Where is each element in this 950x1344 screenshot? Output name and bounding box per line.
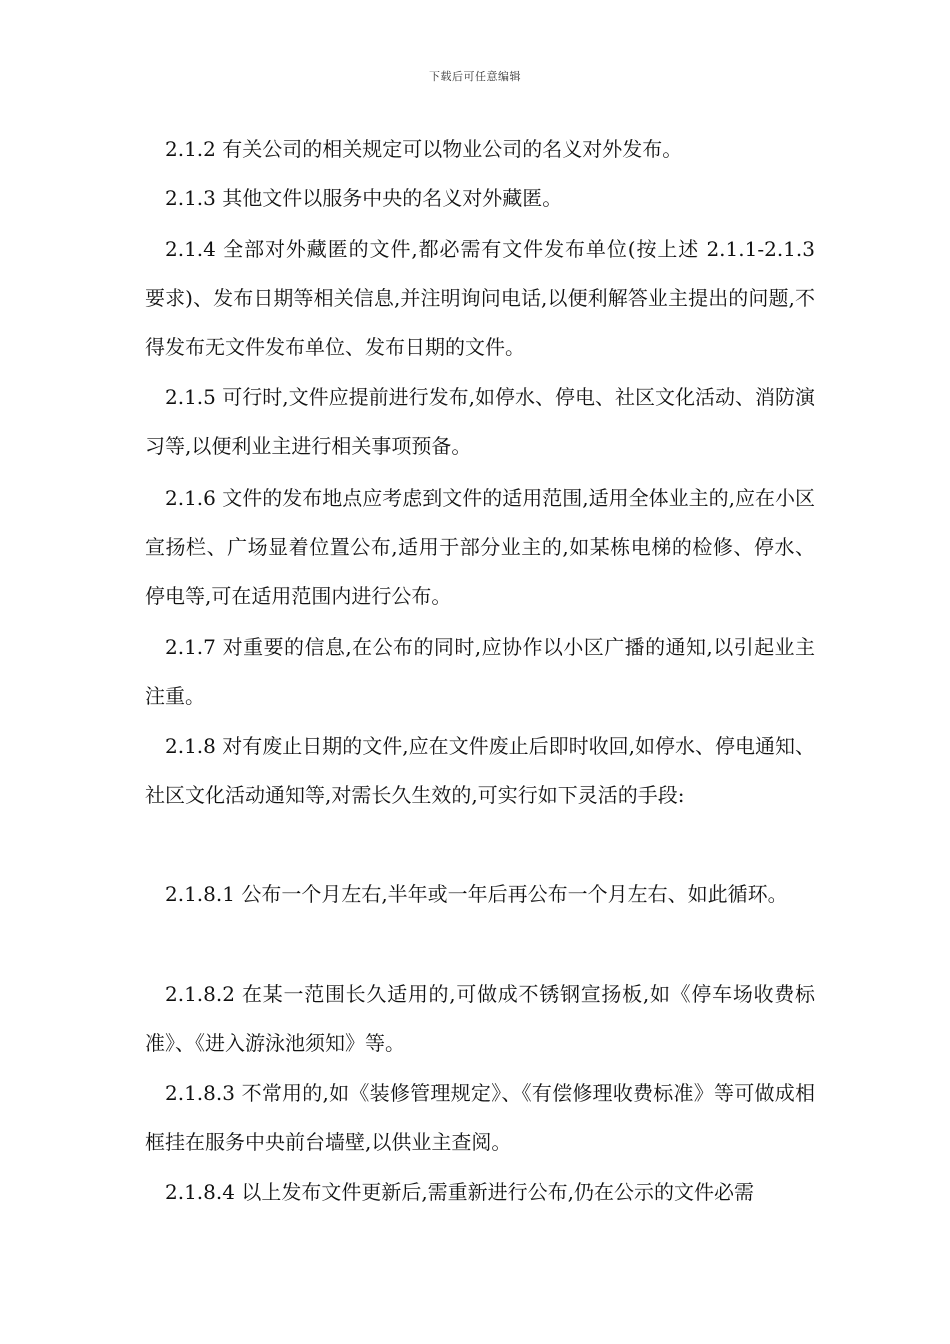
- paragraph-2-1-7: 2.1.7 对重要的信息,在公布的同时,应协作以小区广播的通知,以引起业主注重。: [145, 635, 815, 708]
- paragraph-2-1-6: 2.1.6 文件的发布地点应考虑到文件的适用范围,适用全体业主的,应在小区宣扬栏、广场显着位置公布,适用于部分业主的,如某栋电梯的检修、停水、停电等,可在适用范围内进行公布。: [145, 486, 815, 608]
- paragraph-2-1-2: 2.1.2 有关公司的相关规定可以物业公司的名义对外发布。: [165, 137, 683, 161]
- paragraph-2-1-8-4: 2.1.8.4 以上发布文件更新后,需重新进行公布,仍在公示的文件必需: [165, 1180, 755, 1204]
- paragraph-2-1-4: 2.1.4 全部对外藏匿的文件,都必需有文件发布单位(按上述 2.1.1-2.1.3 要求)、发布日期等相关信息,并注明询问电话,以便利解答业主提出的问题,不得发布无文件发布单位、发布日期的文件。: [145, 237, 815, 359]
- paragraph-2-1-5: 2.1.5 可行时,文件应提前进行发布,如停水、停电、社区文化活动、消防演习等,以便利业主进行相关事项预备。: [145, 385, 815, 458]
- paragraph-2-1-8: 2.1.8 对有废止日期的文件,应在文件废止后即时收回,如停水、停电通知、社区文化活动通知等,对需长久生效的,可实行如下灵活的手段:: [145, 734, 815, 807]
- page-header: 下载后可任意编辑: [429, 70, 521, 83]
- paragraph-2-1-8-2: 2.1.8.2 在某一范围长久适用的,可做成不锈钢宣扬板,如《停车场收费标准》、《进入游泳池须知》等。: [145, 982, 815, 1055]
- paragraph-2-1-3: 2.1.3 其他文件以服务中央的名义对外藏匿。: [165, 186, 563, 210]
- paragraph-2-1-8-1: 2.1.8.1 公布一个月左右,半年或一年后再公布一个月左右、如此循环。: [165, 882, 788, 906]
- paragraph-2-1-8-3: 2.1.8.3 不常用的,如《装修管理规定》、《有偿修理收费标准》等可做成相框挂在服务中央前台墙壁,以供业主查阅。: [145, 1081, 815, 1154]
